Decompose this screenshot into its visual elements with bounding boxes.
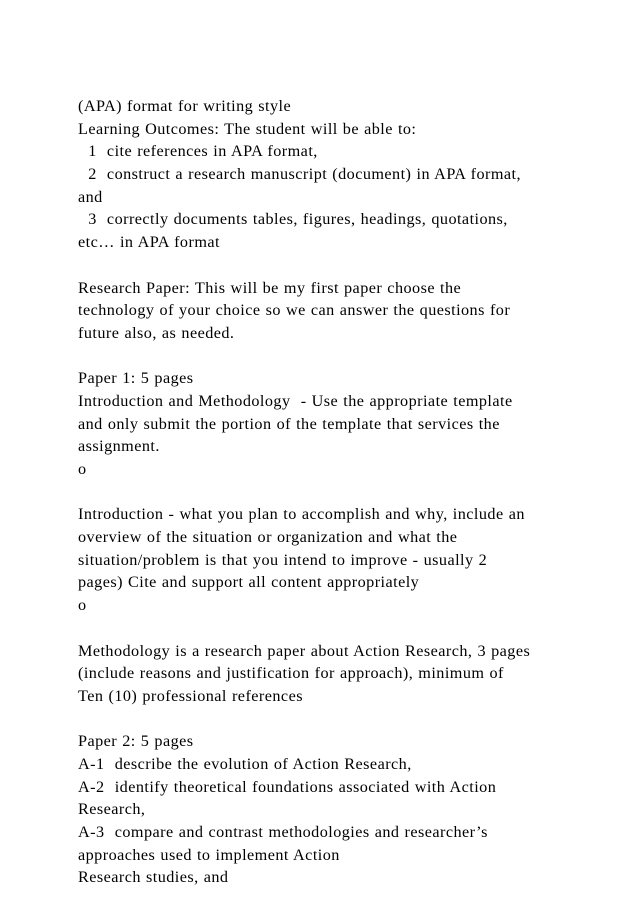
text-line: Introduction - what you plan to accomplish and why, include an bbox=[78, 505, 525, 524]
text-line: A-2 identify theoretical foundations associated with Action bbox=[78, 777, 497, 796]
bullet-marker: o bbox=[78, 596, 87, 615]
text-line: approaches used to implement Action bbox=[78, 845, 340, 864]
blank-line bbox=[78, 481, 598, 504]
text-line: (APA) format for writing style bbox=[78, 97, 292, 115]
text-line: Introduction and Methodology - Use the appropriate template bbox=[78, 391, 513, 410]
text-line: situation/problem is that you intend to improve - usually 2 bbox=[78, 550, 488, 569]
blank-line bbox=[78, 254, 598, 277]
text-line: Research Paper: This will be my first paper choose the bbox=[78, 278, 462, 297]
text-line: 3 correctly documents tables, figures, headings, quotations, bbox=[78, 210, 508, 229]
text-line: Ten (10) professional references bbox=[78, 686, 303, 705]
text-line: (include reasons and justification for approach), minimum of bbox=[78, 664, 504, 683]
text-line: Methodology is a research paper about Action Research, 3 pages bbox=[78, 641, 531, 660]
blank-line bbox=[78, 708, 598, 731]
text-line: etc… in APA format bbox=[78, 233, 220, 252]
document-body bbox=[78, 95, 598, 889]
text-line: A-3 compare and contrast methodologies and researcher’s bbox=[78, 823, 488, 841]
blank-line bbox=[78, 345, 598, 368]
text-line: 1 cite references in APA format, bbox=[78, 142, 318, 161]
text-line: and bbox=[78, 187, 103, 206]
text-line: and only submit the portion of the template that services the bbox=[78, 414, 500, 433]
text-line: Research, bbox=[78, 800, 146, 819]
text-line: Research studies, and bbox=[78, 868, 229, 887]
text-line: 2 construct a research manuscript (document) in APA format, bbox=[78, 165, 521, 184]
text-line: overview of the situation or organization and what the bbox=[78, 528, 458, 547]
text-line: Learning Outcomes: The student will be able to: bbox=[78, 119, 417, 138]
text-line: Paper 1: 5 pages bbox=[78, 369, 194, 388]
text-line: technology of your choice so we can answer the questions for bbox=[78, 301, 511, 320]
bullet-marker: o bbox=[78, 460, 87, 478]
text-line: future also, as needed. bbox=[78, 323, 235, 342]
text-line: assignment. bbox=[78, 437, 160, 456]
text-line: pages) Cite and support all content appropriately bbox=[78, 573, 420, 592]
blank-line bbox=[78, 617, 598, 640]
text-line: A-1 describe the evolution of Action Research, bbox=[78, 754, 412, 773]
text-line: Paper 2: 5 pages bbox=[78, 732, 194, 751]
